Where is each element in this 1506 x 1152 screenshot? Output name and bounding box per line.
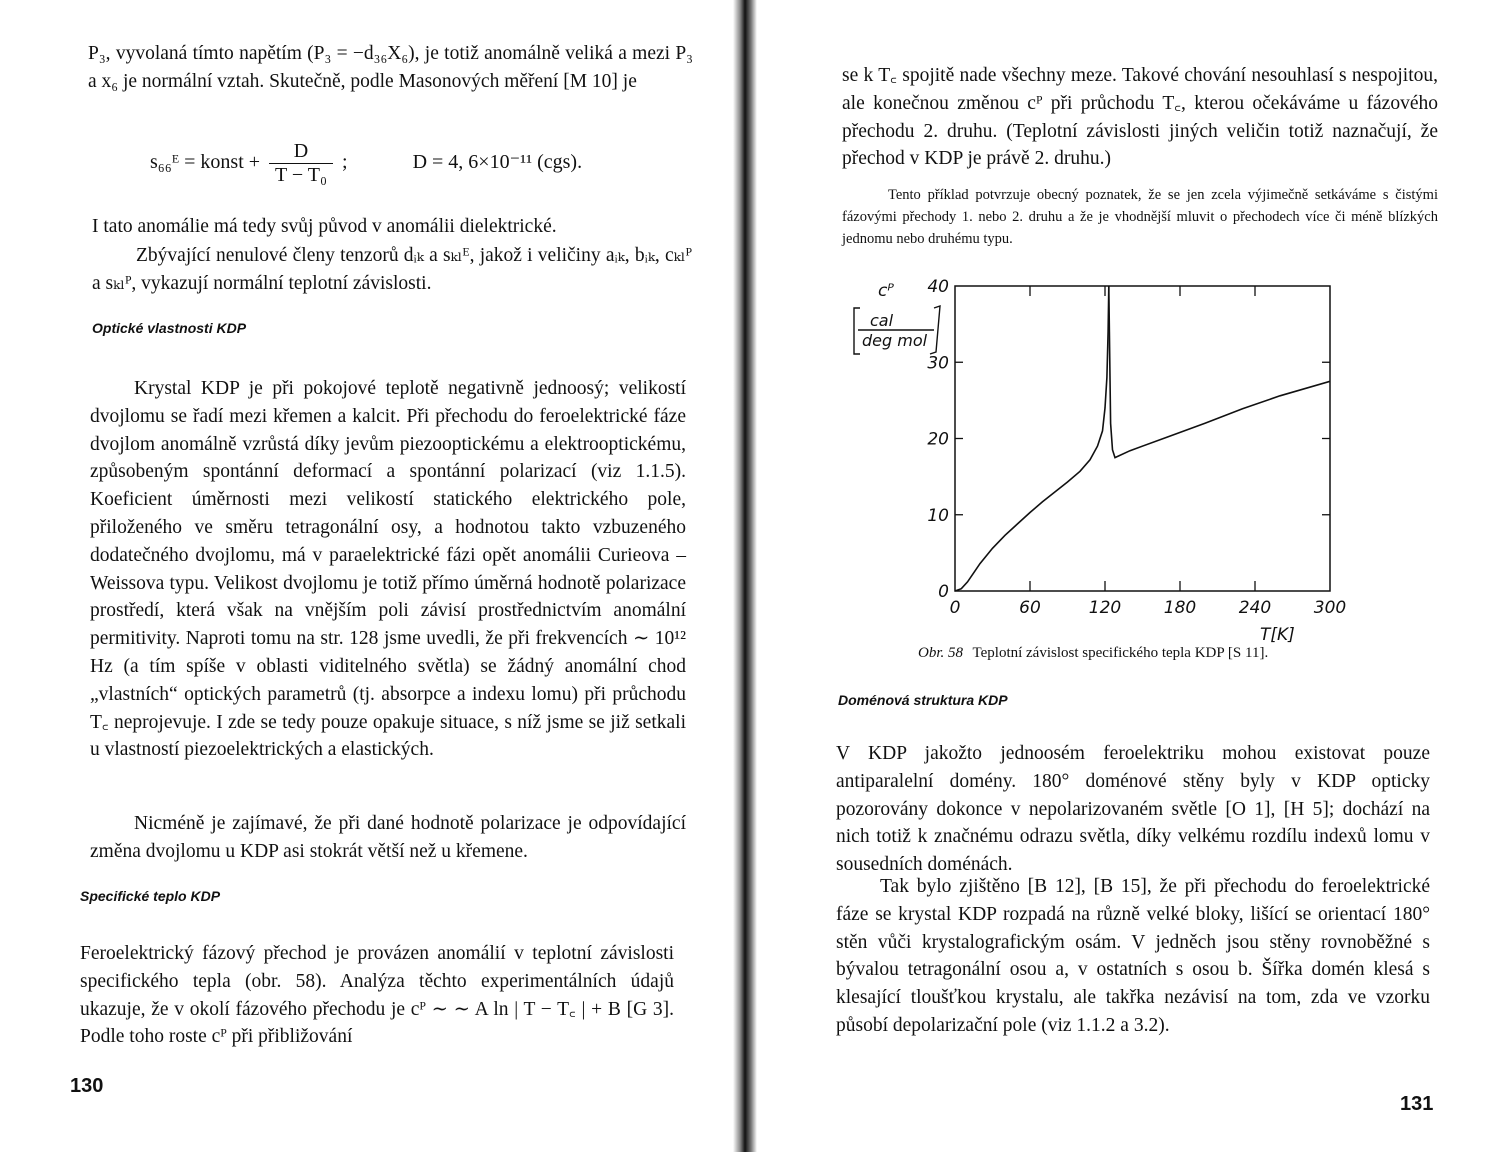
chart-frame bbox=[955, 286, 1330, 591]
formula-numerator: D bbox=[269, 140, 333, 164]
paragraph-anomaly bbox=[92, 213, 692, 241]
right-page bbox=[760, 0, 1506, 1152]
paragraph-domain bbox=[836, 740, 1430, 879]
chart-ylabel-unit-num: cal bbox=[870, 311, 894, 330]
heading-domain: Doménová struktura KDP bbox=[838, 692, 1008, 708]
caption-text: Teplotní závislost specifického tepla KDP [S 11]. bbox=[972, 645, 1269, 661]
paragraph-optical bbox=[90, 375, 686, 764]
formula-denominator: T − T₀ bbox=[275, 164, 327, 186]
y-tick-label: 10 bbox=[927, 505, 949, 526]
chart-ylabel: cᴾ bbox=[878, 281, 894, 301]
book-gutter bbox=[733, 0, 757, 1152]
series-line-above-tc bbox=[1109, 286, 1330, 458]
formula-constant: D = 4, 6×10⁻¹¹ (cgs). bbox=[412, 151, 583, 174]
x-tick-label: 180 bbox=[1163, 598, 1197, 618]
y-tick-label: 0 bbox=[938, 582, 949, 602]
paragraph-other bbox=[92, 242, 692, 298]
paragraph-anomaly-text: I tato anomálie má tedy svůj původ v anomálii dielektrické. bbox=[92, 216, 557, 237]
paragraph-nevertheless-text: Nicméně je zajímavé, že při dané hodnotě polarizace je odpovídající změna dvojlomu u KDP asi stokrát větší než u křemene. bbox=[90, 813, 686, 862]
paragraph-domain2 bbox=[836, 873, 1430, 1040]
page-number-left: 130 bbox=[70, 1075, 104, 1097]
figure-caption bbox=[918, 645, 1268, 662]
paragraph-nevertheless bbox=[90, 810, 686, 866]
chart-series bbox=[955, 286, 1330, 591]
x-tick-label: 60 bbox=[1019, 598, 1041, 618]
series-line-below-tc bbox=[955, 286, 1109, 591]
x-tick-label: 120 bbox=[1088, 598, 1122, 618]
paragraph-optical-text: Krystal KDP je při pokojové teplotě negativně jednoosý; velikostí dvojlomu se řadí mezi křemen a kalcit. Při přechodu do feroelektrické fáze dvojlom anomálně vzrůstá díky jevům piezooptickému a elektrooptickému, způsobeným spontánní deformací a spontánní polarizací (viz 1.1.5). Koeficient úměrnosti mezi velikostí statického elektrického pole, přiloženého ve směru tetragonální osy, a hodnotou takto vzbuzeného dodatečného dvojlomu, má v paraelektrické fázi opět anomálii Curieova – Weissova typu. Velikost dvojlomu je totiž přímo úměrná hodnotě polarizace prostředí, která však na vnějším poli závisí prostřednictvím anomální permitivity. Naproti tomu na str. 128 jsme uvedli, že při frekvencích ∼ 10¹² Hz (a tím spíše v oblasti viditelného světla) se žádný anomální chod „vlastních“ optických parametrů (tj. absorpce a indexu lomu) při průchodu T꜀ neprojevuje. I zde se tedy pouze opakuje situace, s níž jsme se již setkali u vlastností piezoelektrických a elastických. bbox=[90, 378, 686, 761]
chart-xlabel: T[K] bbox=[1260, 625, 1295, 645]
left-page bbox=[0, 0, 735, 1152]
y-tick-label: 40 bbox=[927, 277, 949, 297]
paragraph-specific-heat bbox=[80, 940, 674, 1051]
paragraph-intro bbox=[88, 40, 693, 96]
x-tick-label: 0 bbox=[949, 598, 961, 618]
formula-lhs: s₆₆ᴱ = konst + bbox=[150, 151, 261, 174]
formula-s66 bbox=[150, 140, 710, 187]
chart-ylabel-unit-den: deg mol bbox=[862, 331, 928, 350]
specific-heat-chart bbox=[830, 262, 1390, 647]
note-small bbox=[842, 184, 1438, 250]
heading-optical: Optické vlastnosti KDP bbox=[92, 320, 247, 336]
formula-separator: ; bbox=[342, 151, 348, 174]
note-small-text: Tento příklad potvrzuje obecný poznatek, že se jen zcela výjimečně setkáváme s čistými fázovými přechody 1. nebo 2. druhu a že je vhodnější mluvit o přechodech více či méně blízkých jednomu nebo druhému typu. bbox=[842, 187, 1438, 247]
page-number-right: 131 bbox=[1400, 1093, 1434, 1115]
paragraph-other-text: Zbývající nenulové členy tenzorů dᵢₖ a sₖₗᴱ, jakož i veličiny aᵢₖ, bᵢₖ, cₖₗᴾ a sₖₗᴾ, vykazují normální teplotní závislosti. bbox=[92, 245, 692, 294]
formula-fraction bbox=[269, 140, 333, 187]
paragraph-intro-text: P₃, vyvolaná tímto napětím (P₃ = −d₃₆X₆), je totiž anomálně veliká a mezi P₃ a x₆ je normální vztah. Skutečně, podle Masonových měření [M 10] je bbox=[88, 43, 693, 92]
caption-label: Obr. 58 bbox=[918, 645, 964, 661]
paragraph-specific-heat-text: Feroelektrický fázový přechod je provázen anomálií v teplotní závislosti specifického tepla (obr. 58). Analýza těchto experimentálních údajů ukazuje, že v okolí fázového přechodu je cᴾ ∼ ∼ A ln | T − T꜀ | + B [G 3]. Podle toho roste cᴾ při přibližování bbox=[80, 943, 674, 1048]
heading-specific-heat: Specifické teplo KDP bbox=[80, 888, 221, 904]
chart-ylabel-bracket-left bbox=[854, 308, 860, 354]
paragraph-continuation bbox=[842, 62, 1438, 173]
paragraph-domain2-text: Tak bylo zjištěno [B 12], [B 15], že při přechodu do feroelektrické fáze se krystal KDP rozpadá na různě velké bloky, lišící se orientací 180° stěn vůči krystalografickým osám. V jedněch jsou stěny rovnoběžné s bývalou tetragonální osou a, v ostatních s osou b. Šířka domén klesá s klesající tloušťkou krystalu, ale takřka nezávisí na tom, zda ve vzorku působí depolarizační pole (viz 1.1.2 a 3.2). bbox=[836, 876, 1430, 1036]
paragraph-continuation-text: se k T꜀ spojitě nade všechny meze. Takové chování nesouhlasí s nespojitou, ale konečnou změnou cᴾ při průchodu T꜀, kterou očekáváme u fázového přechodu 2. druhu. (Teplotní závislosti jiných veličin totiž naznačují, že přechod v KDP je právě 2. druhu.) bbox=[842, 65, 1438, 170]
x-tick-label: 240 bbox=[1238, 598, 1272, 618]
paragraph-domain-text: V KDP jakožto jednoosém feroelektriku mohou existovat pouze antiparalelní domény. 180° doménové stěny byly v KDP opticky pozorovány dokonce v nepolarizovaném světle [O 1], [H 5]; dochází na nich totiž k značnému odrazu světla, díky velkému rozdílu indexů lomu v sousedních doménách. bbox=[836, 743, 1430, 876]
y-tick-label: 20 bbox=[927, 429, 949, 450]
y-tick-label: 30 bbox=[927, 353, 949, 374]
x-tick-label: 300 bbox=[1313, 598, 1347, 618]
